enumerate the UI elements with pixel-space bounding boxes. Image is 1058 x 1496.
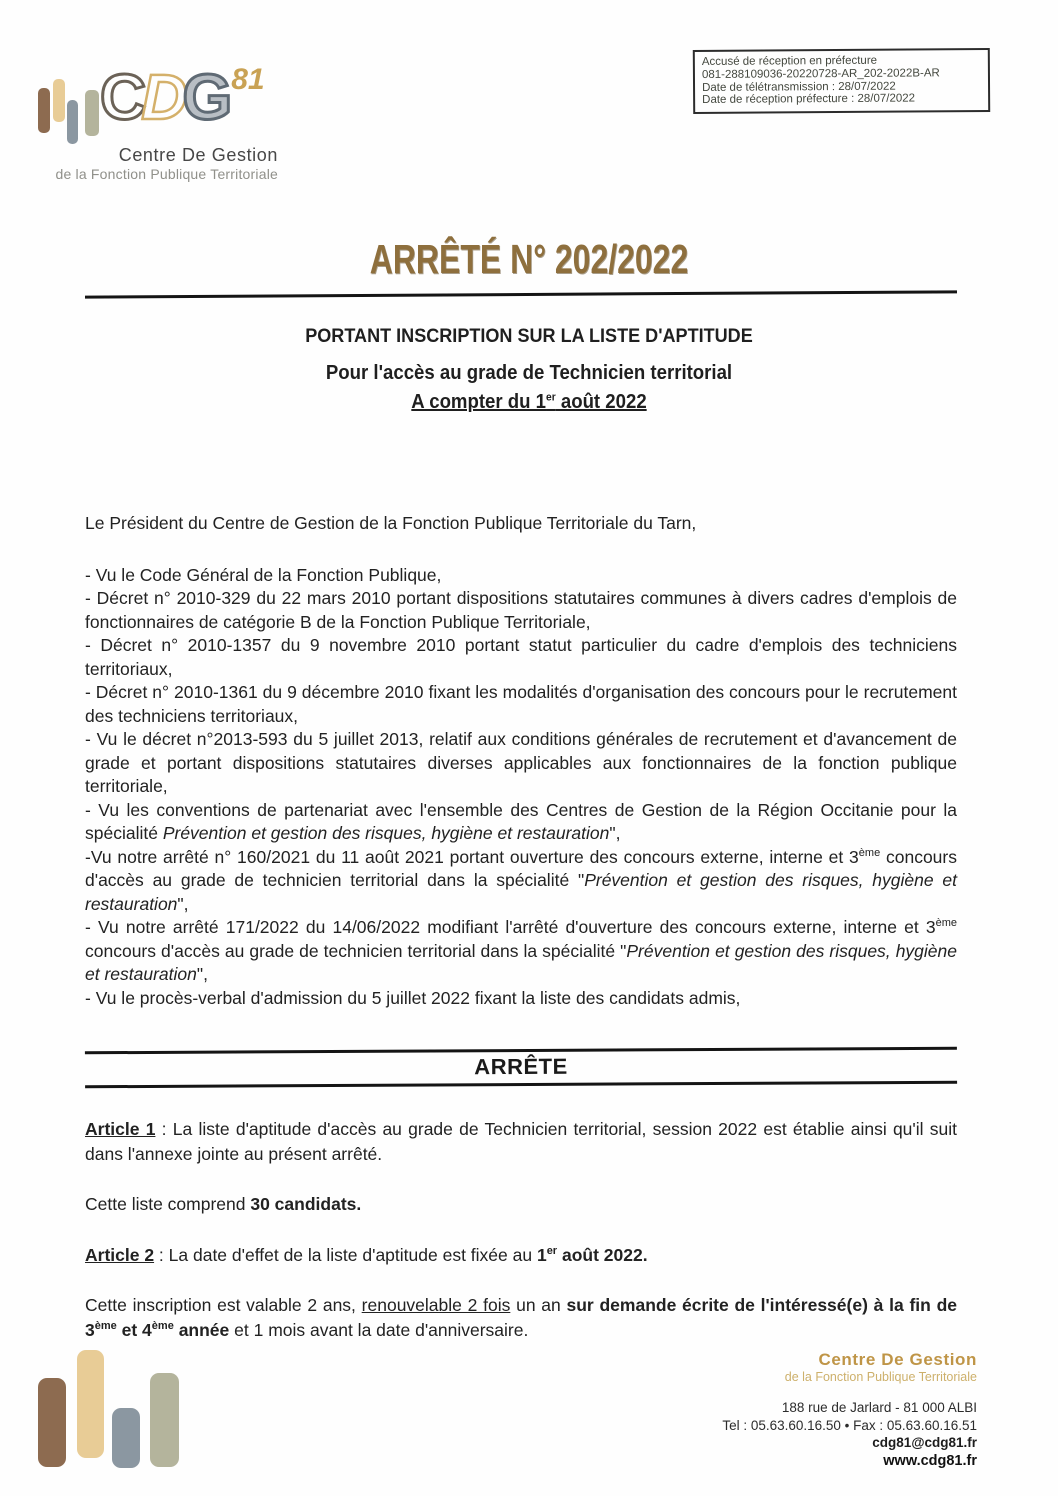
logo-bar-blue-icon — [67, 100, 78, 144]
footer-logo-bar-green-icon — [150, 1373, 179, 1467]
candidate-count-line: Cette liste comprend 30 candidats. — [85, 1194, 362, 1214]
subtitle-line-1: PORTANT INSCRIPTION SUR LA LISTE D'APTITUDE — [305, 326, 753, 347]
document-body — [85, 512, 957, 1010]
subtitle-line-3 — [37, 391, 1021, 414]
article-1: Article 1 : La liste d'aptitude d'accès au grade de Technicien territorial, session 2022 est établie ainsi qu'il suit dans l'annexe jointe au présent arrêté. — [85, 1119, 958, 1164]
wordmark-letter-d: D — [141, 61, 183, 133]
vu-clause-list — [85, 564, 957, 1011]
footer-phone-fax: Tel : 05.63.60.16.50 • Fax : 05.63.60.16.51 — [722, 1417, 977, 1433]
wordmark-letter-c: C — [100, 61, 142, 133]
effective-date-text: A compter du 1 — [411, 391, 547, 413]
footer-org-name: Centre De Gestion — [818, 1350, 977, 1369]
effective-date-sup: er — [546, 391, 556, 404]
stamp-line-3: Date de télétransmission : 28/07/2022 — [701, 80, 896, 94]
cdg81-logo — [30, 55, 278, 187]
opening-paragraph: Le Président du Centre de Gestion de la Fonction Publique Territoriale du Tarn, — [85, 513, 697, 533]
prefecture-receipt-stamp — [693, 48, 990, 114]
vu-item: - Vu le Code Général de la Fonction Publique, — [85, 564, 442, 585]
vu-item: - Décret n° 2010-1361 du 9 décembre 2010 fixant les modalités d'organisation des concours pour le recrutement des techniciens territoriaux, — [85, 682, 957, 726]
footer-email: cdg81@cdg81.fr — [872, 1435, 977, 1450]
vu-item: -Vu notre arrêté n° 160/2021 du 11 août 2021 portant ouverture des concours externe, interne et 3ème concours d'accès au grade de technicien territorial dans la spécialité "Prévention et gestion des risques, hygiène et restauration", — [85, 846, 957, 914]
stamp-line-4: Date de réception préfecture : 28/07/2022 — [702, 92, 916, 107]
footer-logo-bar-brown-icon — [38, 1378, 66, 1467]
stamp-line-1: Accusé de réception en préfecture — [701, 54, 878, 68]
vu-item: - Décret n° 2010-329 du 22 mars 2010 portant dispositions statutaires communes à divers cadres d'emplois de fonctionnaires de catégorie B de la Fonction Publique Territoriale, — [85, 588, 957, 632]
logo-org-name: Centre De Gestion — [118, 145, 278, 165]
articles-section — [85, 1117, 957, 1368]
cdg-wordmark — [100, 61, 265, 142]
footer-contact-block — [722, 1350, 977, 1470]
subtitle-line-2: Pour l'accès au grade de Technicien territorial — [325, 362, 733, 384]
footer-website: www.cdg81.fr — [883, 1452, 977, 1469]
logo-org-subtitle: de la Fonction Publique Territoriale — [55, 166, 278, 182]
logo-bar-tan-icon — [53, 79, 65, 122]
validity-paragraph: Cette inscription est valable 2 ans, renouvelable 2 fois un an sur demande écrite de l'intéressé(e) à la fin de 3ème et 4ème année et 1 mois avant la date d'anniversaire. — [85, 1295, 957, 1340]
footer-address: 188 rue de Jarlard - 81 000 ALBI — [781, 1400, 977, 1415]
arrete-heading: ARRÊTE — [474, 1053, 568, 1080]
vu-item: - Vu notre arrêté 171/2022 du 14/06/2022 modifiant l'arrêté d'ouverture des concours externe, interne et 3ème concours d'accès au grade de technicien territorial dans la spécialité "Prévention et gestion des risques, hygiène et restauration", — [85, 917, 957, 984]
stamp-line-2: 081-288109036-20220728-AR_202-2022B-AR — [701, 67, 940, 81]
article-2: Article 2 : La date d'effet de la liste d'aptitude est fixée au 1er août 2022. — [85, 1244, 648, 1265]
title-rule — [85, 290, 957, 298]
document-title: ARRÊTÉ N° 202/2022 — [369, 236, 689, 282]
wordmark-number-81: 81 — [231, 63, 265, 96]
logo-bar-green-icon — [85, 90, 99, 136]
vu-item: - Décret n° 2010-1357 du 9 novembre 2010 portant statut particulier du cadre d'emplois des techniciens territoriaux, — [85, 635, 957, 679]
footer-logo-bar-blue-icon — [112, 1408, 140, 1468]
effective-date-rest: août 2022 — [555, 391, 647, 413]
footer-org-subtitle: de la Fonction Publique Territoriale — [784, 1370, 977, 1384]
vu-item: - Vu les conventions de partenariat avec l'ensemble des Centres de Gestion de la Région Occitanie pour la spécialité Prévention et gestion des risques, hygiène et restauration", — [85, 799, 957, 843]
wordmark-letter-g: G — [182, 61, 228, 133]
footer-logo-bar-tan-icon — [77, 1350, 104, 1458]
vu-item: - Vu le procès-verbal d'admission du 5 juillet 2022 fixant la liste des candidats admis, — [85, 987, 741, 1008]
logo-bar-brown-icon — [38, 88, 50, 133]
vu-item: - Vu le décret n°2013-593 du 5 juillet 2013, relatif aux conditions générales de recrutement et d'avancement de grade et portant dispositions statutaires diverses applicables aux fonctionnaires de la fonction publique territoriale, — [85, 729, 957, 796]
arrete-banner — [85, 1047, 957, 1089]
